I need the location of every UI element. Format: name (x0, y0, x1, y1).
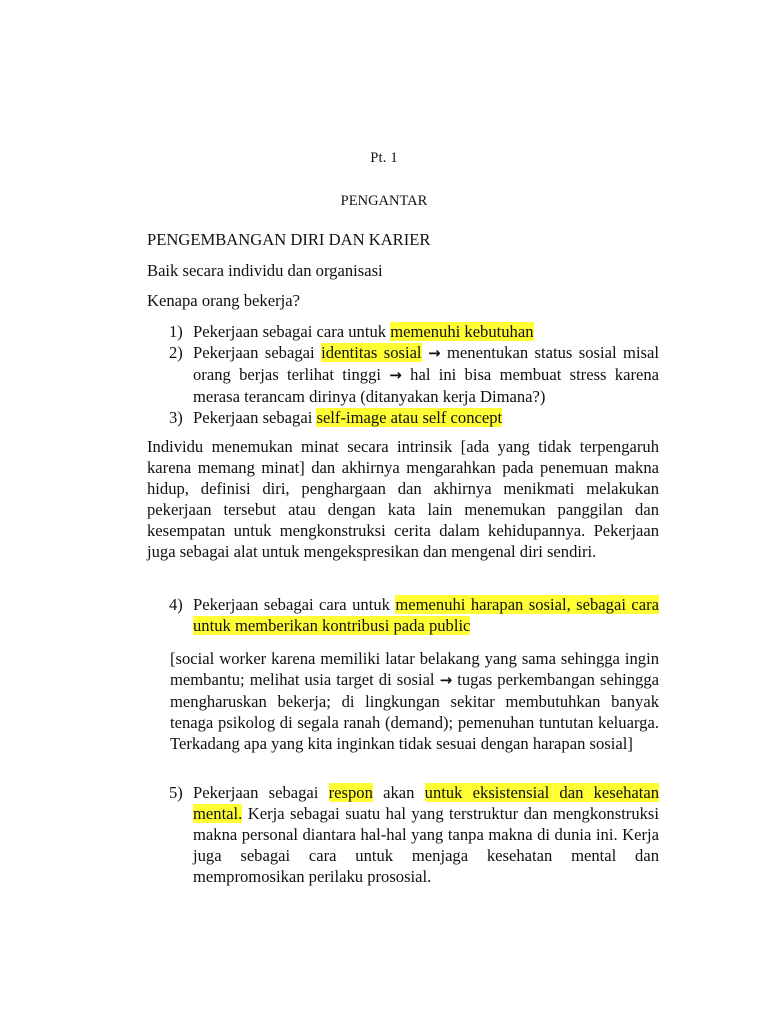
item-text: hal ini bisa membuat stress karena merasa terancam dirinya (ditanyakan kerja Dimana?) (193, 365, 659, 406)
document-title: PENGEMBANGAN DIRI DAN KARIER (147, 230, 431, 249)
bracket-note (170, 648, 659, 754)
arrow-icon: → (428, 344, 441, 362)
list-number: 4) (169, 595, 183, 614)
item-text: akan (372, 783, 425, 802)
list-item (147, 407, 659, 428)
question-text: Kenapa orang bekerja? (147, 291, 300, 310)
item-text: Pekerjaan sebagai (193, 343, 322, 362)
arrow-icon: → (439, 671, 453, 689)
reasons-list-continued (147, 594, 659, 636)
note-text: [social worker karena memiliki latar belakang yang sama sehingga ingin membantu; melihat usia target di sosial (170, 649, 659, 689)
reasons-list-final (147, 782, 659, 887)
highlighted-text: identitas sosial (321, 343, 422, 362)
page-number: Pt. 1 (370, 150, 398, 166)
item-text: Pekerjaan sebagai cara untuk (193, 595, 396, 614)
highlighted-text: respon (328, 783, 373, 802)
item-text: Pekerjaan sebagai cara untuk (193, 322, 391, 341)
highlighted-text: self-image atau self concept (316, 408, 503, 427)
highlighted-text: memenuhi kebutuhan (390, 322, 534, 341)
list-number: 1) (169, 322, 183, 341)
list-number: 2) (169, 343, 183, 362)
section-label: PENGANTAR (340, 193, 428, 209)
body-paragraph: Individu menemukan minat secara intrinsik [ada yang tidak terpengaruh karena memang minat] dan akhirnya mengarahkan pada penemuan makna hidup, definisi diri, penghargaan dan akhirnya menikmati melakukan pekerjaan tersebut atau dengan kata lain menemukan panggilan dan kesempatan untuk mengkonstruksi cerita dalam kehidupannya. Pekerjaan juga sebagai alat untuk mengekspresikan dan mengenal diri sendiri. (147, 437, 659, 561)
list-number: 5) (169, 783, 183, 802)
highlighted-text: untuk eksistensial dan kesehatan mental. (193, 783, 660, 823)
highlighted-text: memenuhi harapan sosial, sebagai cara untuk memberikan kontribusi pada public (193, 595, 659, 635)
item-text: Kerja sebagai suatu hal yang terstruktur dan mengkonstruksi makna personal diantara hal-hal yang tanpa makna di dunia ini. Kerja juga sebagai cara untuk menjaga kesehatan mental dan mempromosikan perilaku prososial. (193, 804, 659, 886)
item-text: Pekerjaan sebagai (193, 408, 317, 427)
item-text: menentukan status sosial misal orang berjas terlihat tinggi (193, 343, 659, 384)
item-text: Pekerjaan sebagai (193, 783, 329, 802)
list-item (147, 594, 659, 636)
note-text: tugas perkembangan sehingga mengharuskan bekerja; di lingkungan sekitar membutuhkan banyak tenaga psikolog di segala ranah (demand); pemenuhan tuntutan keluarga. Terkadang apa yang kita inginkan tidak sesuai dengan harapan sosial] (170, 670, 659, 753)
list-item (147, 342, 659, 407)
reasons-list (147, 321, 659, 428)
list-item (147, 782, 659, 887)
list-number: 3) (169, 408, 183, 427)
document-subtitle: Baik secara individu dan organisasi (147, 261, 383, 280)
list-item (147, 321, 659, 342)
arrow-icon: → (389, 366, 402, 384)
